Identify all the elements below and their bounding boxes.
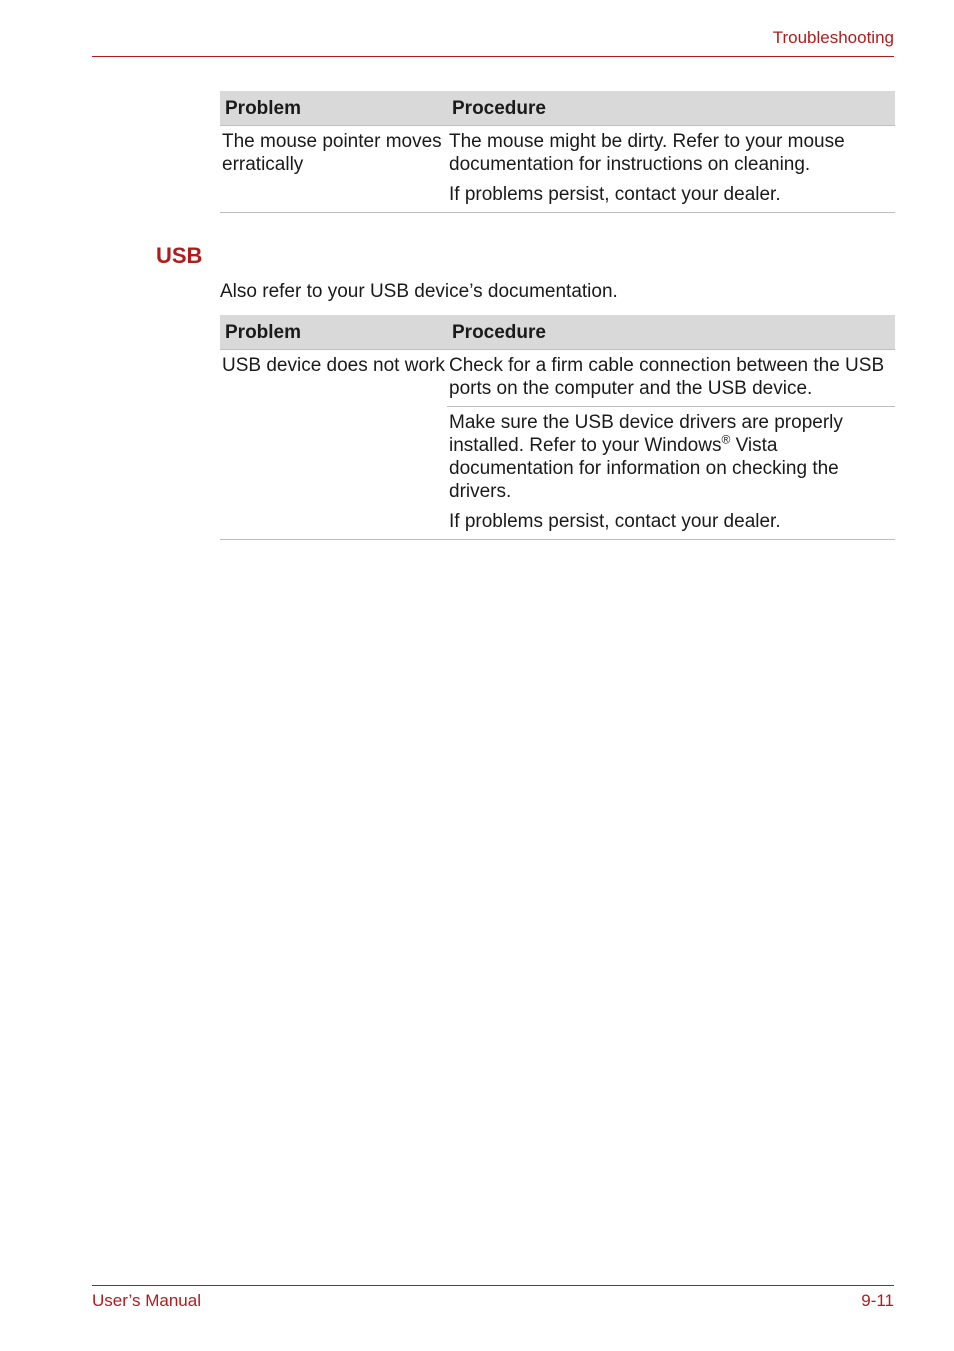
header-rule xyxy=(92,56,894,57)
procedure-cell xyxy=(447,350,895,407)
table-row xyxy=(220,350,895,407)
problem-cell: USB device does not work xyxy=(220,350,447,540)
procedure-column-header: Procedure xyxy=(447,315,895,350)
table-header-row xyxy=(220,91,895,126)
registered-mark: ® xyxy=(721,432,731,447)
page-number: 9-11 xyxy=(861,1291,894,1310)
procedure-text: The mouse might be dirty. Refer to your mouse documentation for instructions on cleaning. xyxy=(449,131,845,175)
problem-column-header: Problem xyxy=(220,91,447,126)
usb-troubleshooting-table xyxy=(220,315,895,540)
footer-rule xyxy=(92,1285,894,1286)
problem-cell: The mouse pointer moves erratically xyxy=(220,126,447,213)
section-heading-usb: USB xyxy=(156,243,203,268)
chapter-title: Troubleshooting xyxy=(772,28,894,47)
procedure-column-header: Procedure xyxy=(447,91,895,126)
mouse-troubleshooting-table xyxy=(220,91,895,213)
procedure-text: If problems persist, contact your dealer. xyxy=(449,511,781,532)
problem-column-header: Problem xyxy=(220,315,447,350)
procedure-text-part: Vista documentation for information on checking the drivers. xyxy=(449,435,839,502)
section-intro: Also refer to your USB device’s documentation. xyxy=(220,281,618,302)
procedure-text-part: Make sure the USB device drivers are properly installed. Refer to your Windows xyxy=(449,412,843,456)
table-header-row xyxy=(220,315,895,350)
procedure-text: Check for a firm cable connection between the USB ports on the computer and the USB device. xyxy=(449,355,885,399)
procedure-cell xyxy=(447,126,895,213)
table-row xyxy=(220,126,895,213)
manual-title: User’s Manual xyxy=(92,1291,201,1310)
procedure-text xyxy=(449,411,893,503)
procedure-cell xyxy=(447,407,895,540)
procedure-text: If problems persist, contact your dealer. xyxy=(449,184,781,205)
